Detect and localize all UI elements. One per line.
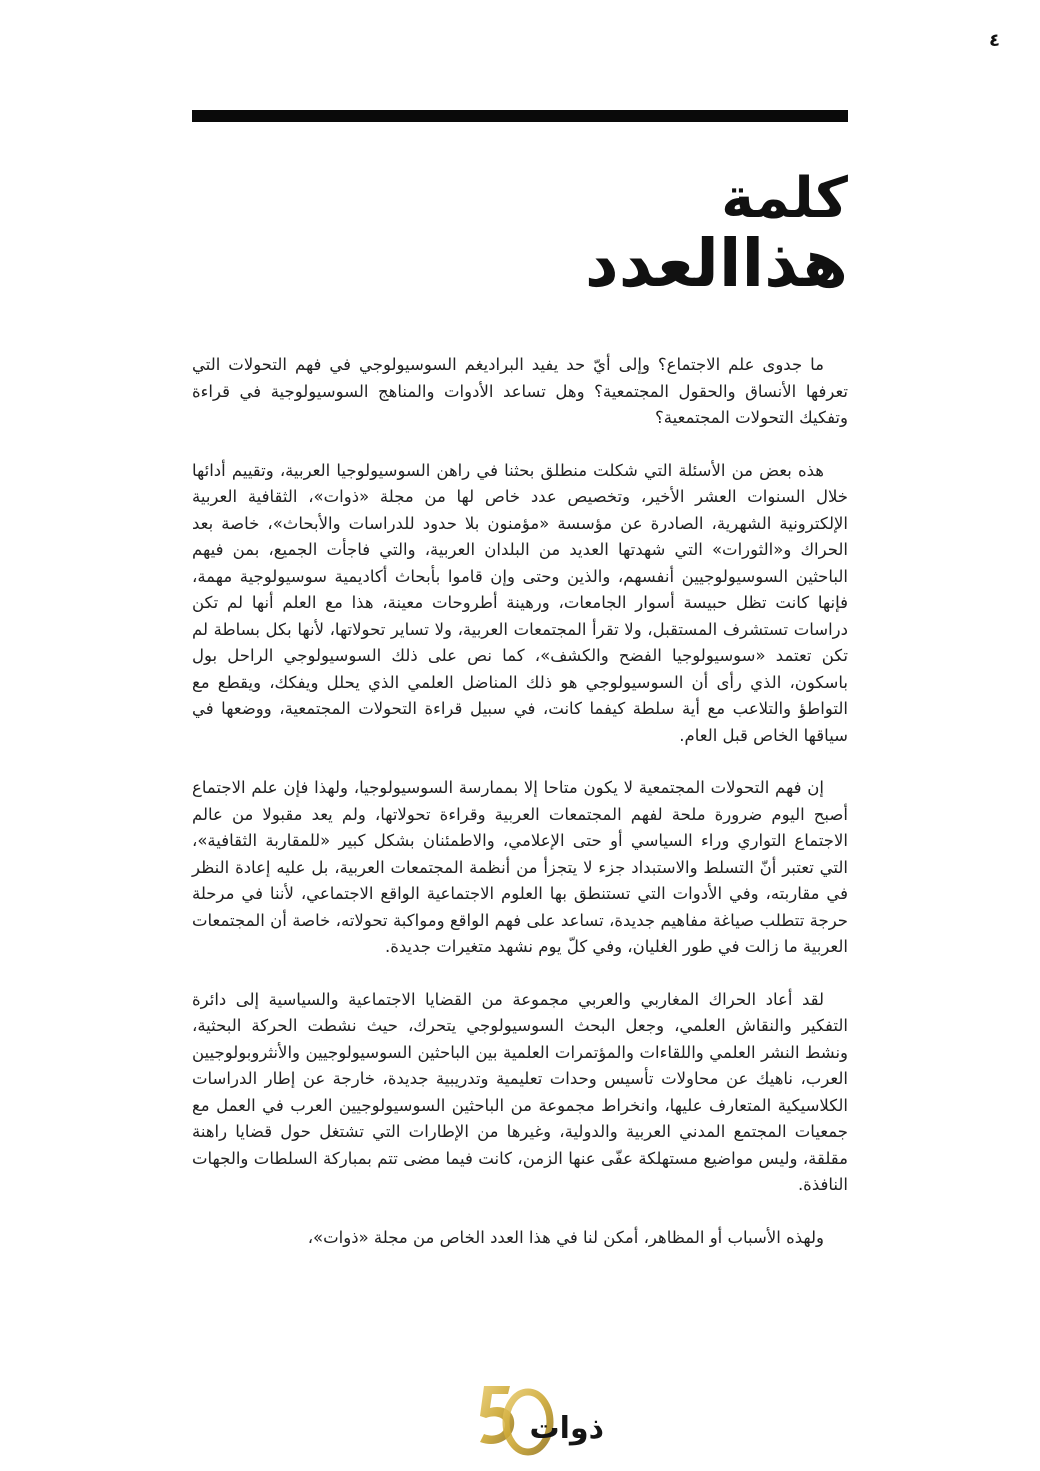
- page-title: [192, 166, 848, 302]
- page-number: ٤: [989, 30, 1000, 51]
- logo-wordmark: ذوات: [529, 1411, 604, 1446]
- paragraph-1: ما جدوى علم الاجتماع؟ وإلى أيّ حد يفيد البراديغم السوسيولوجي في فهم التحولات التي تعرفها الأنساق والحقول المجتمعية؟ وهل تساعد الأدوات والمناهج السوسيولوجية في قراءة وتفكيك التحولات المجتمعية؟: [192, 355, 848, 427]
- paragraph-5: ولهذه الأسباب أو المظاهر، أمكن لنا في هذا العدد الخاص من مجلة «ذوات»،: [307, 1227, 824, 1247]
- paragraph-2: هذه بعض من الأسئلة التي شكلت منطلق بحثنا في راهن السوسيولوجيا العربية، وتقييم أدائها خلال السنوات العشر الأخير، وتخصيص عدد خاص لها من مجلة «ذوات»، الثقافية العربية الإلكترونية الشهرية، الصادرة عن مؤسسة «مؤمنون بلا حدود للدراسات والأبحاث»، خاصة بعد الحراك و«الثورات» التي شهدتها العديد من البلدان العربية، والتي فاجأت الجميع، بمن فيهم الباحثين السوسيولوجيين أنفسهم، والذين وحتى وإن قاموا بأبحاث أكاديمية سوسيولوجية مهمة، فإنها كانت تظل حبيسة أسوار الجامعات، ورهينة أطروحات معينة، هذا مع العلم أنها لم تكن دراسات تستشرف المستقبل، ولا تقرأ المجتمعات العربية، ولا تساير تحولاتها، لأنها بكل بساطة لم تكن تعتمد «سوسيولوجيا الفضح والكشف»، كما نص على ذلك السوسيولوجي الراحل بول باسكون، الذي رأى أن السوسيولوجي هو ذلك المناضل العلمي الذي يحلل ويفكك، ويقطع مع التواطؤ والتلاعب مع أية سلطة كيفما كانت، في سبيل قراءة التحولات المجتمعية، ووضعها في سياقها الخاص قبل العام.: [192, 460, 848, 745]
- top-rule-divider: [192, 110, 848, 122]
- title-line-1: كلمة: [721, 166, 848, 231]
- article-body: [192, 352, 848, 1251]
- paragraph-3: إن فهم التحولات المجتمعية لا يكون متاحا إلا بممارسة السوسيولوجيا، ولهذا فإن علم الاجتماع أصبح اليوم ضرورة ملحة لفهم المجتمعات العربية وقراءة تحولاتها، ولم يعد مقبولا من عالم الاجتماع التواري وراء السياسي أو حتى الإعلامي، والاطمئنان بشكل كبير «للمقاربة الثقافية»، التي تعتبر أنّ التسلط والاستبداد جزء لا يتجزأ من أنظمة المجتمعات العربية، بل عليه إعادة النظر في مقاربته، وفي الأدوات التي تستنطق بها العلوم الاجتماعية الواقع الاجتماعي، لأننا في مرحلة حرجة تتطلب صياغة مفاهيم جديدة، تساعد على فهم الواقع ومواكبة تحولاته، خاصة أن المجتمعات العربية ما زالت في طور الغليان، وفي كلّ يوم نشهد متغيرات جديدة.: [192, 778, 848, 956]
- title-line-2: هذاالعدد: [584, 224, 848, 302]
- paragraph-4: لقد أعاد الحراك المغاربي والعربي مجموعة من القضايا الاجتماعية والسياسية إلى دائرة التفكير والنقاش العلمي، وجعل البحث السوسيولوجي يتحرك، حيث نشطت الحركة البحثية، ونشط النشر العلمي واللقاءات والمؤتمرات العلمية بين الباحثين السوسيولوجيين والأنثروبولوجيين العرب، ناهيك عن محاولات تأسيس وحدات تعليمية وتدريبية جديدة، خارجة عن إطار الدراسات الكلاسيكية المتعارف عليها، وانخراط مجموعة من الباحثين السوسيولوجيين العرب في العمل مع جمعيات المجتمع المدني العربية والدولية، وغيرها من الإطارات التي تشتغل حول قضايا راهنة مقلقة، وليس مواضيع مستهلكة عفّى عنها الزمن، كانت فيما مضى تتم بمباركة السلطات والجهات النافذة.: [192, 989, 848, 1194]
- dhawat-50-logo: [470, 1378, 610, 1458]
